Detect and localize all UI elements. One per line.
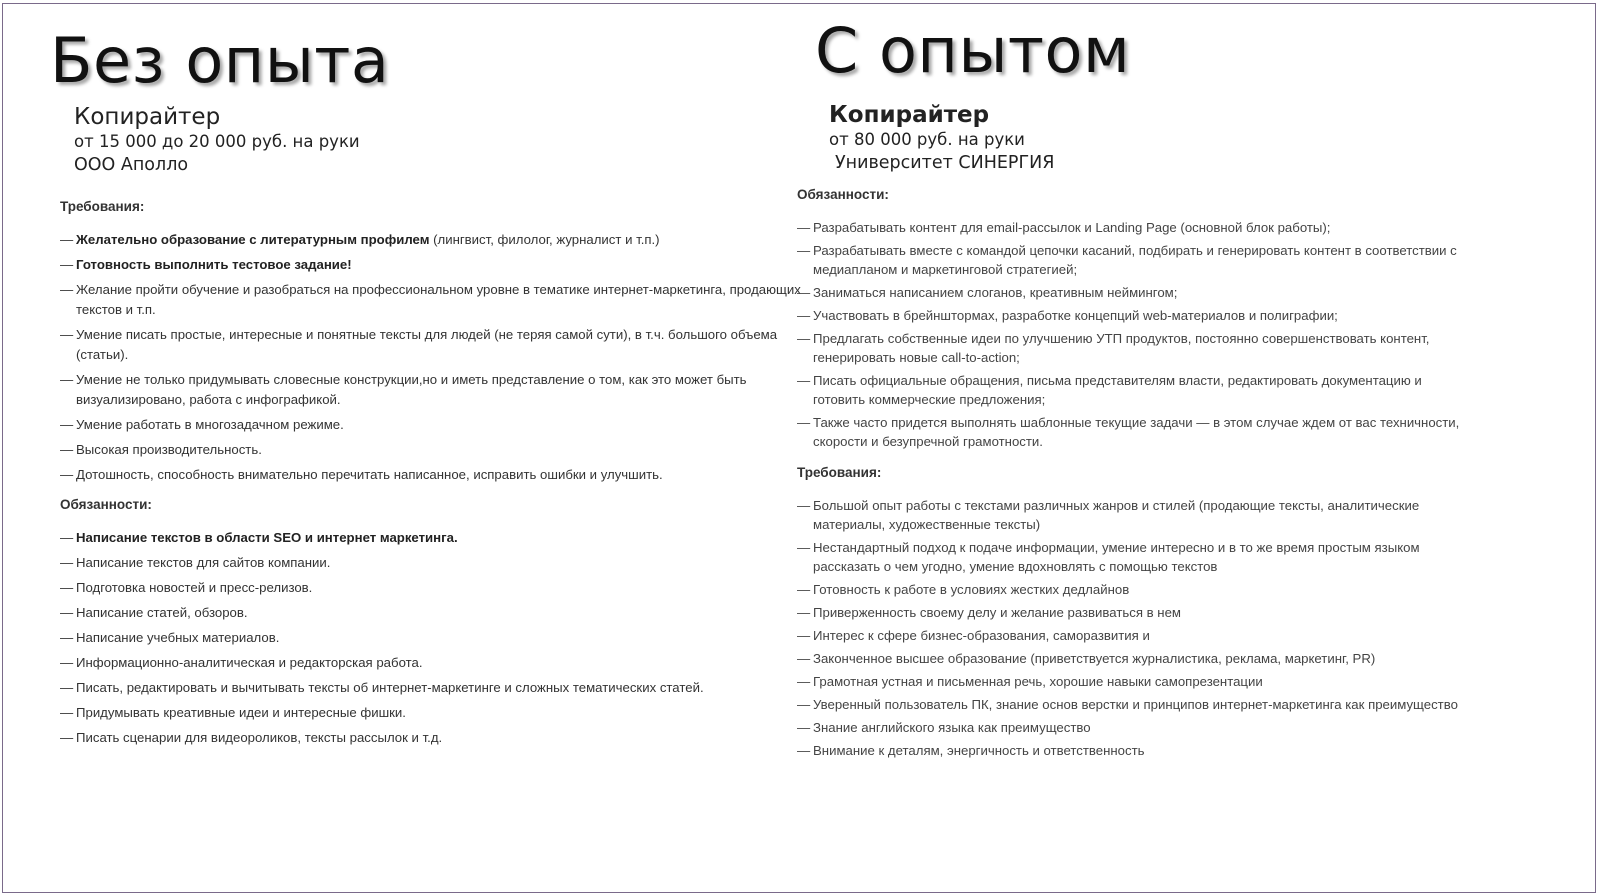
list-item [60,465,808,485]
list-item [60,678,808,698]
duties-heading: Обязанности: [797,187,889,202]
list-item [60,653,808,673]
dash-bullet: — [60,705,74,720]
list-item [60,578,811,598]
item-text: Умение не только придумывать словесные конструкции,но и иметь представление о том, как это может быть визуализировано, работа с инфографикой. [76,372,747,407]
item-bold-text: Готовность выполнить тестовое задание! [76,257,352,272]
item-text: Законченное высшее образование (приветствуется журналистика, реклама, маркетинг, PR) [813,651,1376,666]
item-text: Участвовать в брейнштормах, разработке концепций web-материалов и полиграфии; [813,308,1338,323]
list-item [60,603,811,623]
dash-bullet: — [797,498,811,513]
heading-with-experience: С опытом [815,14,1131,87]
dash-bullet: — [60,232,74,247]
item-text: Писать, редактировать и вычитывать тексты об интернет-маркетинге и сложных тематических статей. [76,680,704,695]
dash-bullet: — [797,308,811,323]
dash-bullet: — [60,580,74,595]
dash-bullet: — [797,628,811,643]
heading-no-experience: Без опыта [50,24,390,97]
list-item [60,553,808,573]
dash-bullet: — [60,257,74,272]
dash-bullet: — [60,555,74,570]
list-item [797,718,1477,737]
dash-bullet: — [60,467,74,482]
item-text: Грамотная устная и письменная речь, хорошие навыки самопрезентации [813,674,1263,689]
dash-bullet: — [60,605,74,620]
item-text: Готовность к работе в условиях жестких дедлайнов [813,582,1130,597]
item-text: Написание текстов для сайтов компании. [76,555,331,570]
vacancy-body [797,187,1477,760]
dash-bullet: — [797,331,811,346]
item-bold-text: Написание текстов в области SEO и интернет маркетинга. [76,530,458,545]
list-item [60,703,808,723]
vacancy-header [74,104,808,175]
item-text: Умение писать простые, интересные и понятные тексты для людей (не теряя самой сути), в т.ч. большого объема (статьи). [76,327,778,362]
dash-bullet: — [60,530,74,545]
dash-bullet: — [797,540,811,555]
item-text: Желание пройти обучение и разобраться на профессиональном уровне в тематике интернет-маркетинга, продающих текстов и т.п. [76,282,801,317]
item-text: Уверенный пользователь ПК, знание основ верстки и принципов интернет-маркетинга как преимущество [813,697,1458,712]
dash-bullet: — [797,373,811,388]
item-text: Предлагать собственные идеи по улучшению УТП продуктов, постоянно совершенствовать контент, генерировать новые call-to-action; [813,331,1430,365]
list-item [60,440,808,460]
list-item [60,325,811,365]
item-text: Также часто придется выполнять шаблонные текущие задачи — в этом случае ждем от вас техничности, скорости и безупречной грамотности. [813,415,1460,449]
list-item [797,283,1477,302]
requirements-heading: Требования: [60,199,145,214]
dash-bullet: — [797,720,811,735]
list-item [797,695,1477,714]
item-text: Придумывать креативные идеи и интересные фишки. [76,705,406,720]
duties-heading: Обязанности: [60,497,152,512]
item-text: Знание английского языка как преимущество [813,720,1091,735]
item-text: Писать сценарии для видеороликов, тексты рассылок и т.д. [76,730,443,745]
list-item [60,528,808,548]
item-text: Подготовка новостей и пресс-релизов. [76,580,313,595]
list-item [797,329,1477,367]
item-text: Заниматься написанием слоганов, креативным неймингом; [813,285,1178,300]
item-text: Приверженность своему делу и желание развиваться в нем [813,605,1181,620]
item-text: Писать официальные обращения, письма представителям власти, редактировать документацию и готовить коммерческие предложения; [813,373,1422,407]
list-item [60,280,811,320]
list-item [797,626,1477,645]
list-item [60,415,811,435]
salary: от 15 000 до 20 000 руб. на руки [74,132,360,151]
list-item [60,728,808,748]
list-item [797,496,1477,534]
requirements-list [60,230,811,485]
list-item [797,218,1477,237]
item-text: Разрабатывать вместе с командой цепочки касаний, подбирать и генерировать контент в соответствии с медиапланом и маркетинговой стратегией; [813,243,1457,277]
dash-bullet: — [797,605,811,620]
list-item [797,538,1477,576]
list-item [797,371,1477,409]
duties-list [797,218,1477,451]
item-text: Умение работать в многозадачном режиме. [76,417,344,432]
dash-bullet: — [60,630,74,645]
duties-list [60,528,811,748]
dash-bullet: — [60,327,74,342]
item-text: Высокая производительность. [76,442,262,457]
item-text: Разрабатывать контент для email-рассылок и Landing Page (основной блок работы); [813,220,1331,235]
item-bold-text: Желательно образование с литературным профилем [76,232,430,247]
left-column-no-experience [48,24,811,753]
item-text: Написание статей, обзоров. [76,605,248,620]
list-item [60,230,808,250]
dash-bullet: — [797,243,811,258]
dash-bullet: — [797,697,811,712]
dash-bullet: — [60,442,74,457]
item-text: Нестандартный подход к подаче информации, умение интересно и в то же время простым языком рассказать о чем угодно, умение вдохновлять с помощью текстов [813,540,1420,574]
item-text: Интерес к сфере бизнес-образования, саморазвития и [813,628,1150,643]
list-item [797,306,1477,325]
dash-bullet: — [797,651,811,666]
dash-bullet: — [797,285,811,300]
list-item [60,255,808,275]
item-text: Большой опыт работы с текстами различных жанров и стилей (продающие тексты, аналитические материалы, художественные тексты) [813,498,1420,532]
list-item [797,649,1477,668]
salary: от 80 000 руб. на руки [829,130,1025,149]
item-text: (лингвист, филолог, журналист и т.п.) [429,232,660,247]
list-item [60,370,811,410]
dash-bullet: — [797,743,811,758]
dash-bullet: — [60,680,74,695]
vacancy-header [829,102,1495,173]
list-item [797,241,1477,279]
job-title: Копирайтер [829,102,990,128]
job-title: Копирайтер [74,104,221,130]
list-item [797,580,1477,599]
right-column-with-experience [797,14,1495,764]
dash-bullet: — [60,372,74,387]
dash-bullet: — [60,655,74,670]
dash-bullet: — [60,417,74,432]
dash-bullet: — [797,674,811,689]
dash-bullet: — [60,730,74,745]
company: Университет СИНЕРГИЯ [835,153,1055,173]
dash-bullet: — [60,282,74,297]
dash-bullet: — [797,582,811,597]
item-text: Дотошность, способность внимательно перечитать написанное, исправить ошибки и улучшить. [76,467,663,482]
list-item [797,413,1477,451]
dash-bullet: — [797,415,811,430]
vacancy-body [60,199,811,748]
list-item [797,603,1477,622]
item-text: Внимание к деталям, энергичность и ответственность [813,743,1145,758]
list-item [797,672,1477,691]
requirements-list [797,496,1477,760]
item-text: Написание учебных материалов. [76,630,280,645]
company: ООО Аполло [74,155,189,175]
list-item [797,741,1477,760]
item-text: Информационно-аналитическая и редакторская работа. [76,655,423,670]
requirements-heading: Требования: [797,465,882,480]
dash-bullet: — [797,220,811,235]
list-item [60,628,811,648]
